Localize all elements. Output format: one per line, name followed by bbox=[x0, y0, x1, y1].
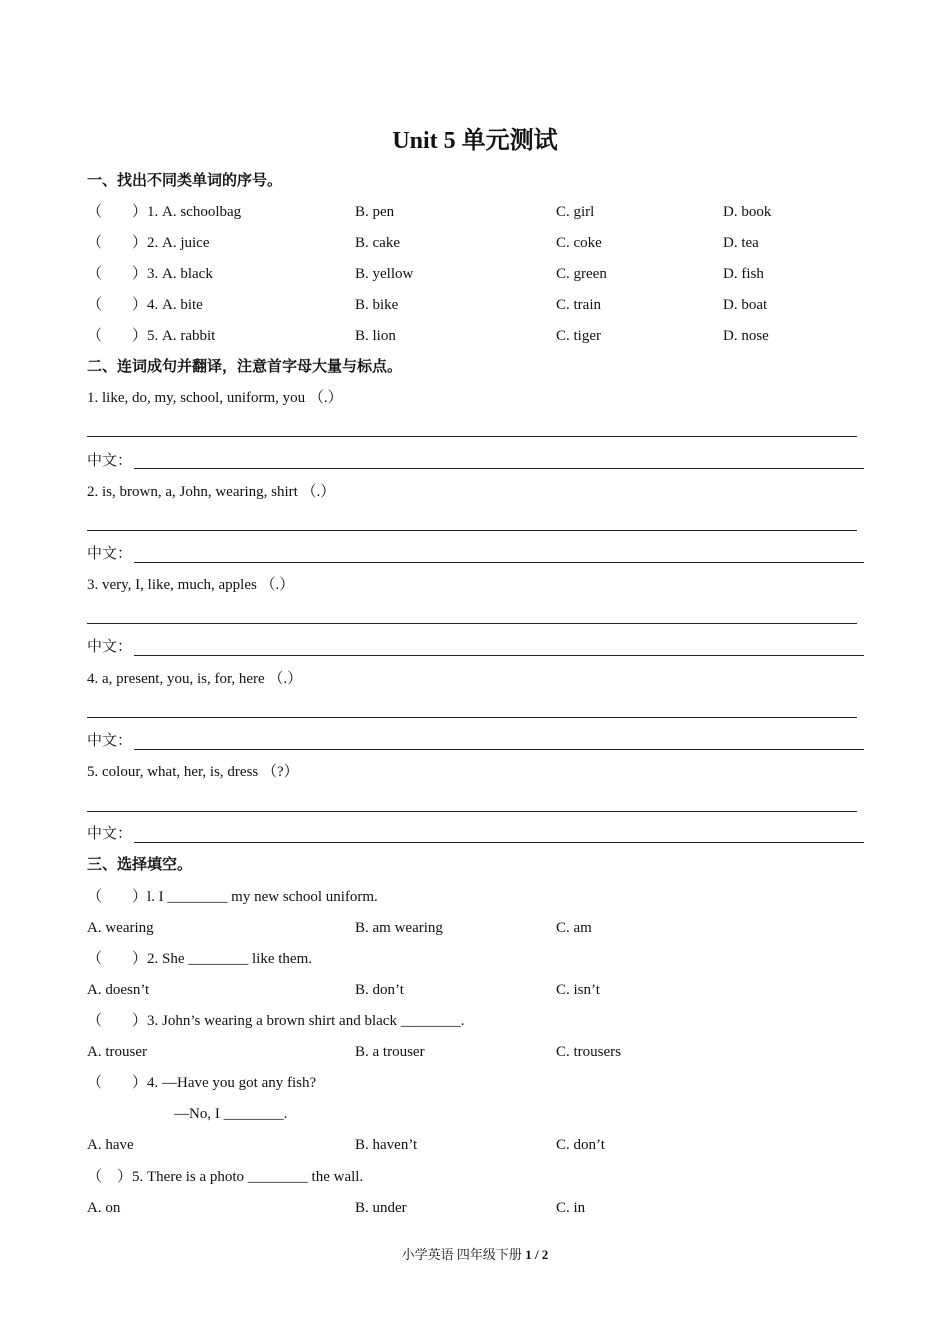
part1-option-b-4: B. bike bbox=[355, 297, 399, 313]
part1-option-d-1: D. book bbox=[723, 204, 772, 220]
part2-prompt-4: 4. a, present, you, is, for, here （.） bbox=[87, 671, 303, 687]
part3-question-2: （ ）2. She ________ like them. bbox=[87, 951, 312, 967]
part3-option-a-4: A. have bbox=[87, 1137, 134, 1153]
part3-option-b-4: B. haven’t bbox=[355, 1137, 418, 1153]
part1-option-b-5: B. lion bbox=[355, 328, 396, 344]
part1-option-d-4: D. boat bbox=[723, 297, 768, 313]
chinese-label-4: 中文： bbox=[87, 733, 133, 749]
chinese-line-3[interactable] bbox=[134, 655, 864, 656]
part2-prompt-2: 2. is, brown, a, John, wearing, shirt （.） bbox=[87, 484, 336, 500]
part1-option-d-2: D. tea bbox=[723, 235, 759, 251]
chinese-line-4[interactable] bbox=[134, 749, 864, 750]
section-heading-3: 三、选择填空。 bbox=[87, 857, 193, 873]
part3-option-b-1: B. am wearing bbox=[355, 920, 443, 936]
part3-question-3: （ ）3. John’s wearing a brown shirt and black ________. bbox=[87, 1013, 465, 1029]
part1-question-1: （ ）1. A. schoolbag bbox=[87, 204, 242, 220]
part1-option-c-4: C. train bbox=[556, 297, 601, 313]
part1-option-d-3: D. fish bbox=[723, 266, 764, 282]
answer-line-1[interactable] bbox=[87, 436, 857, 437]
part3-question-4-reply: —No, I ________. bbox=[174, 1106, 288, 1122]
part1-question-3: （ ）3. A. black bbox=[87, 266, 213, 282]
part1-option-b-1: B. pen bbox=[355, 204, 395, 220]
part3-option-c-4: C. don’t bbox=[556, 1137, 605, 1153]
chinese-line-5[interactable] bbox=[134, 842, 864, 843]
part3-option-c-3: C. trousers bbox=[556, 1044, 621, 1060]
chinese-label-5: 中文： bbox=[87, 826, 133, 842]
part1-question-2: （ ）2. A. juice bbox=[87, 235, 210, 251]
part1-option-b-3: B. yellow bbox=[355, 266, 414, 282]
page-title: Unit 5 单元测试 bbox=[392, 128, 558, 154]
chinese-label-3: 中文： bbox=[87, 639, 133, 655]
chinese-line-2[interactable] bbox=[134, 562, 864, 563]
part3-question-4: （ ）4. —Have you got any fish? bbox=[87, 1075, 317, 1091]
footer-subject: 小学英语 四年级下册 bbox=[401, 1247, 526, 1262]
page-footer bbox=[0, 1246, 950, 1264]
part2-prompt-3: 3. very, I, like, much, apples （.） bbox=[87, 577, 295, 593]
part2-prompt-1: 1. like, do, my, school, uniform, you （.） bbox=[87, 390, 343, 406]
part1-option-c-3: C. green bbox=[556, 266, 607, 282]
part1-option-b-2: B. cake bbox=[355, 235, 400, 251]
section-heading-1: 一、找出不同类单词的序号。 bbox=[87, 173, 283, 189]
part1-option-c-2: C. coke bbox=[556, 235, 602, 251]
answer-line-5[interactable] bbox=[87, 811, 857, 812]
part3-option-a-1: A. wearing bbox=[87, 920, 154, 936]
part3-option-c-5: C. in bbox=[556, 1200, 586, 1216]
part1-option-c-5: C. tiger bbox=[556, 328, 601, 344]
chinese-label-1: 中文： bbox=[87, 453, 133, 469]
part3-option-a-5: A. on bbox=[87, 1200, 121, 1216]
part3-option-b-3: B. a trouser bbox=[355, 1044, 425, 1060]
part3-question-5: （ ）5. There is a photo ________ the wall. bbox=[87, 1169, 364, 1185]
part3-option-b-2: B. don’t bbox=[355, 982, 404, 998]
part1-question-4: （ ）4. A. bite bbox=[87, 297, 203, 313]
answer-line-3[interactable] bbox=[87, 623, 857, 624]
chinese-label-2: 中文： bbox=[87, 546, 133, 562]
part2-prompt-5: 5. colour, what, her, is, dress （?） bbox=[87, 764, 299, 780]
part3-option-c-1: C. am bbox=[556, 920, 592, 936]
part3-option-b-5: B. under bbox=[355, 1200, 407, 1216]
part1-question-5: （ ）5. A. rabbit bbox=[87, 328, 216, 344]
answer-line-2[interactable] bbox=[87, 530, 857, 531]
part3-option-a-3: A. trouser bbox=[87, 1044, 147, 1060]
part1-option-c-1: C. girl bbox=[556, 204, 595, 220]
answer-line-4[interactable] bbox=[87, 717, 857, 718]
footer-page-number: 1 / 2 bbox=[525, 1247, 549, 1262]
part3-question-1: （ ）l. I ________ my new school uniform. bbox=[87, 889, 378, 905]
part1-option-d-5: D. nose bbox=[723, 328, 769, 344]
part3-option-a-2: A. doesn’t bbox=[87, 982, 150, 998]
chinese-line-1[interactable] bbox=[134, 468, 864, 469]
part3-option-c-2: C. isn’t bbox=[556, 982, 600, 998]
section-heading-2: 二、连词成句并翻译，注意首字母大量与标点。 bbox=[87, 359, 403, 375]
